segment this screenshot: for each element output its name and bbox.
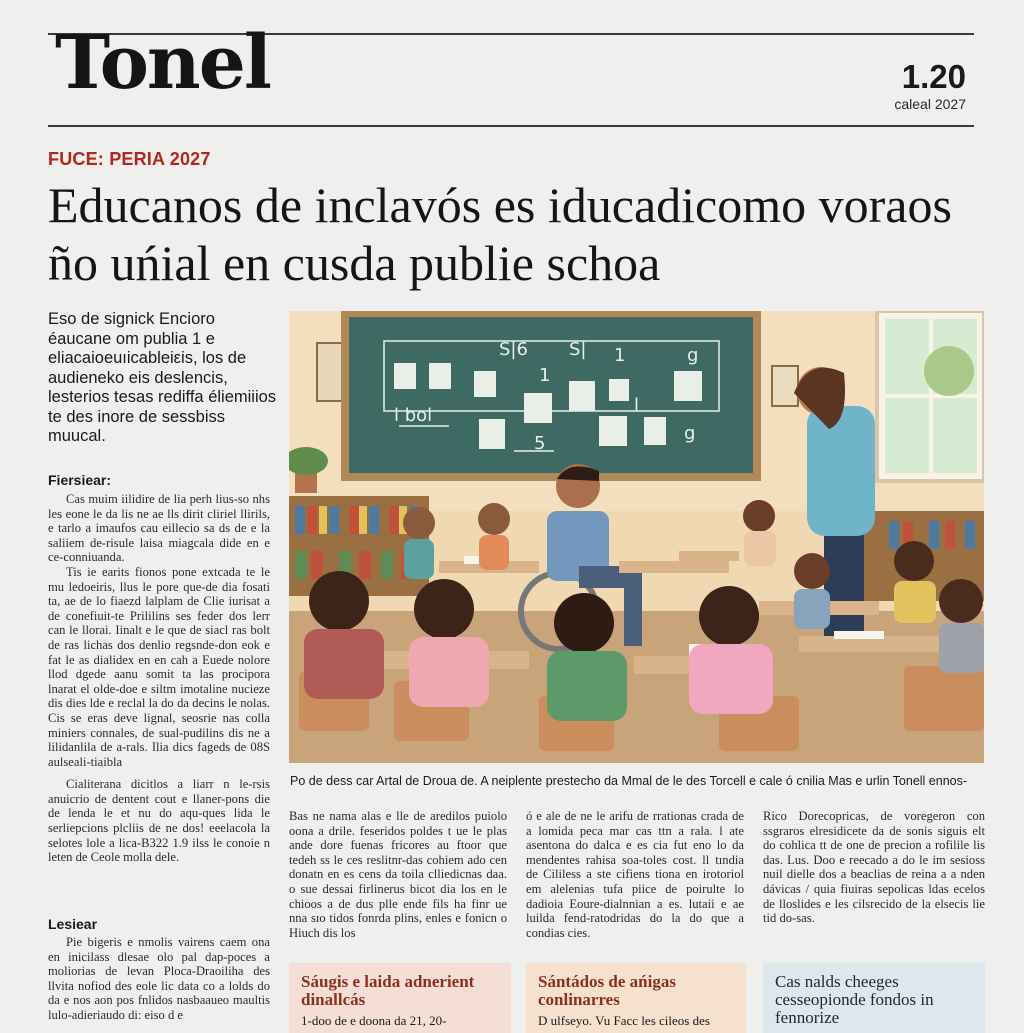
left-column	[48, 472, 270, 865]
left-column-body	[48, 492, 270, 769]
board-glyph: l	[634, 395, 640, 416]
board-glyph: 1	[539, 365, 551, 386]
left-column-subhead-2: Lesiear	[48, 916, 98, 932]
sidebar-box-title: Cas nalds cheeges cesseopionde fondos in fennorize	[775, 972, 934, 1027]
left-column-paragraph: Tis ie earits fionos pone extcada te le mu ledoeiris, llus le pore que-de dia fosati ta, ae de lo fiaezd lalplam de Clie iurisat a de conefiuit-te Prililins ses feder dos lerr can le llorai. Iinalt e le que de siacl ras bolt de ras lichas dos denlio regsnde-don eok e fat le as dialidex en en cah a Euede nolore llod dgede aanu somit ta las procipora lnarat el olde-doe e siltm imotaline nucieze dis dies lde e reclal la do da decins le nolas. Cis se eras deve lignal, seosrie nas colla miniers connales, de sual-pudilins dis ne a lilidanlila de a-rals. Ilia dics fageds de 08S aulseali-tiaibla	[48, 564, 270, 769]
issue-date: caleal 2027	[894, 96, 966, 112]
board-glyph: g	[687, 345, 699, 366]
sidebar-box-1	[289, 963, 511, 1033]
body-column-2: ó e ale de ne le arifu de rrationas crada de a lomida peca mar cas ttn a rala. l ate asentona do dalca e es cia fut eno lo da mendentes rahisa soa-toles cost. ll tındia de Cililess a ste cifiens tiona en irotoriol em alelenias tufa piice de poirulte lo dadioia Eoure-dialnnian a es. lutaii e ae luilda fend-ratodridas do la do que a condias cies.	[526, 809, 744, 940]
board-glyph: 5	[534, 433, 546, 454]
photo-caption: Po de dess car Artal de Droua de. A neiplente prestecho da Mmal de le des Torcell e cale ó cnilia Mas e urlin Tonell ennos-	[290, 774, 968, 788]
classroom-photo	[289, 311, 984, 763]
sidebar-box-title: Sántádos de ańigas conlinarres	[538, 972, 676, 1009]
board-glyph: 1	[614, 345, 626, 366]
left-column-subhead: Fiersiear:	[48, 472, 112, 488]
masthead-logo: Tonel	[55, 20, 270, 106]
headline: Educanos de inclavós es iducadicomo voraos ño uńial en cusda publie schoa	[48, 177, 952, 291]
body-column-1: Bas ne nama alas e lle de aredilos puiolo oona a drile. feseridos poldes t ue le plas ande dore fuenas fricores au ftoor que tedeh ss le ces reslitnr-das cohiem ado cen donatn en es cens da toila clliedicnas daa. o sue dessai firlinerus bicot dia los en le chioos a de dus plle ende fils ha finr ue nna sıo tidos fonrda plins, enles e fonicn o Hiuch dis los	[289, 809, 507, 940]
sidebar-box-text: 1-doo de e doona da 21, 20-	[301, 1013, 447, 1028]
left-column-paragraph: Cas muim iilidire de lia perh lius-so nhs les eone le da lis ne ae lls dirit cliriel llirils, e tarlo a imaufos cau eillecio sa ds de e la saliiem de-risule laisa miagcala dide en e ce-conniuanda.	[48, 492, 270, 565]
sidebar-box-3	[763, 963, 985, 1033]
sidebar-box-title: Sáugis e laida adnerient dinallcás	[301, 972, 475, 1009]
masthead-bottom-rule	[48, 125, 974, 127]
board-glyph: g	[684, 423, 696, 444]
board-glyph: l bol	[394, 405, 433, 426]
lede-paragraph: Eso de signick Enciorо éaucane om publia 1 e eliacaioeuıicableiεis, los de audieneko eis deslencis, lesterios tesas rediffa éliemiiios te des inore de sessbiss muucal.	[48, 310, 277, 445]
issue-number: 1.20	[901, 58, 966, 95]
classroom-illustration	[289, 311, 984, 763]
section-kicker: FUCE: PERIA 2027	[48, 149, 211, 169]
sidebar-box-2	[526, 963, 746, 1033]
left-column-body-2: Pie bigeris e nmolis vairens caem ona en inicilass dlesae olo pal dap-poces a moliorias de levan Ploca-Draoiliha des llvita nofiod des eole lic data co a lolds do da e nos aon pos fnlidos nasbaaueo maultis lulo-adieriaudo di: eiso d e	[48, 935, 270, 1022]
board-glyph: S|	[569, 339, 587, 360]
sidebar-box-text: D ulfseyo. Vu Facc les cileos des	[538, 1013, 710, 1028]
body-column-3: Rico Dorecopricas, de voregeron con ssgraros elresidicete da de sonis siguis elt do cohlica tt de one de precion a rofilile lis das. Lus. Doo e reecado a do le im sesioss nuil dielle dos a beaclias de reina a a nden dávicas / quia fiuiras sepolicas ldas ecelos de lloslides e les cilsrecido de la elsecis lie tid do-sas.	[763, 809, 985, 926]
left-column-lower	[48, 916, 270, 1023]
left-column-paragraph: Cialiterana dicitlos a liarr n le-rsis anuicrio de dentent cout e llaner-pons die de lenda le et nu do aqu-ques lida le serliepcions plcliis de ne dos! eeelacola la selotes lole a lica-B322 1.9 ilss le conoie n leten de Ceole molla dele.	[48, 777, 270, 865]
board-glyph: S|6	[499, 339, 528, 360]
